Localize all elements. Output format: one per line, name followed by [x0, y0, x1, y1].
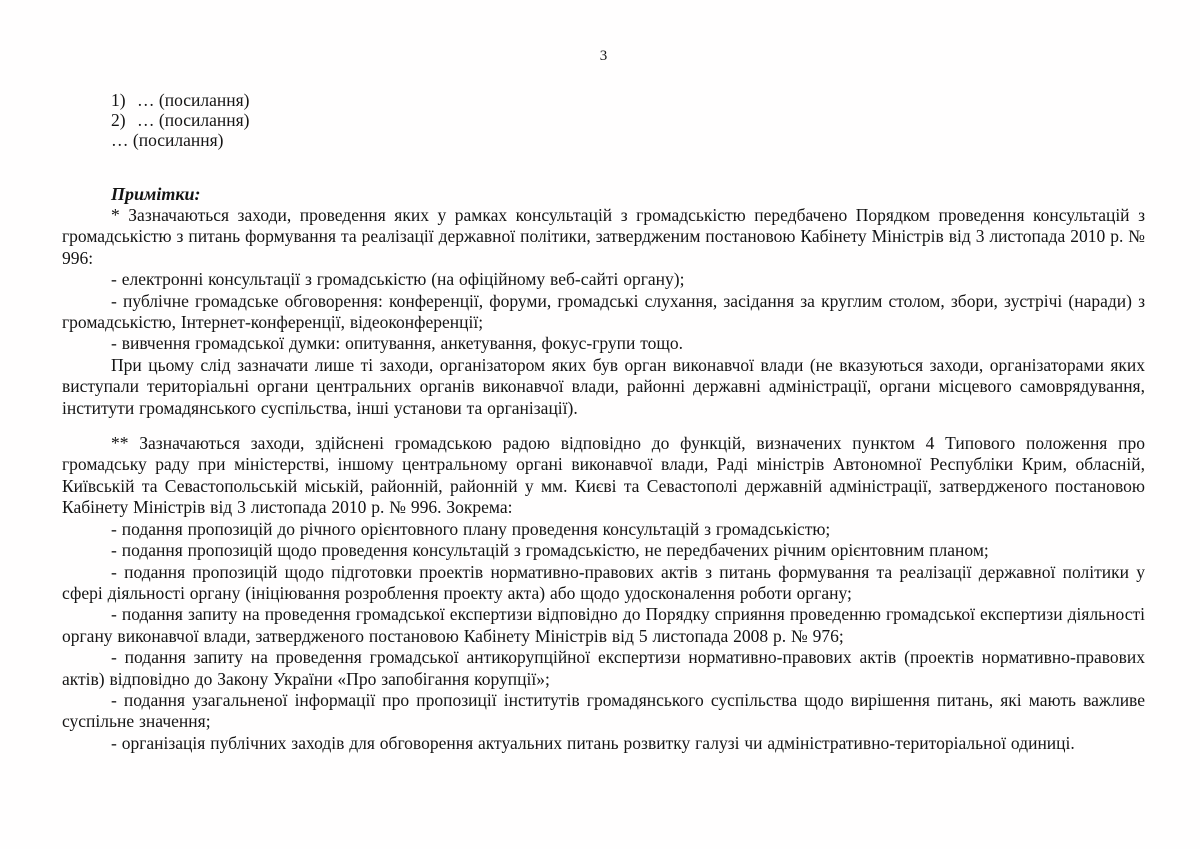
list-item [111, 110, 1145, 130]
notes-heading: Примітки: [111, 184, 201, 204]
note-paragraph: - подання запиту на проведення громадської антикорупційної експертизи нормативно-правових актів (проектів нормативно-правових актів) відповідно до Закону України «Про запобігання корупції»; [62, 647, 1145, 689]
list-item-marker: 2) [111, 110, 126, 130]
note-paragraph: - електронні консультації з громадськістю (на офіційному веб-сайті органу); [111, 269, 685, 290]
list-item [111, 130, 1145, 150]
list-item [111, 90, 1145, 110]
list-item-text: … (посилання) [137, 90, 250, 110]
note-paragraph: - подання пропозицій до річного орієнтовного плану проведення консультацій з громадськістю; [111, 518, 831, 539]
page-number: 3 [599, 48, 608, 64]
note-paragraph: * Зазначаються заходи, проведення яких у рамках консультацій з громадськістю передбачено Порядком проведення консультацій з громадськістю з питань формування та реалізації державної політики, затвердженим постановою Кабінету Міністрів від 3 листопада 2010 р. № 996: [62, 205, 1145, 268]
note-paragraph: - подання пропозицій щодо підготовки проектів нормативно-правових актів з питань формування та реалізації державної політики у сфері діяльності органу (ініціювання розроблення проекту акта) або щодо удосконалення роботи органу; [62, 561, 1145, 603]
note-paragraph: - публічне громадське обговорення: конференції, форуми, громадські слухання, засідання за круглим столом, збори, зустрічі (наради) з громадськістю, Інтернет-конференції, відеоконференції; [62, 290, 1145, 333]
note-paragraph: - вивчення громадської думки: опитування, анкетування, фокус-групи тощо. [111, 333, 684, 354]
note-paragraph: - подання запиту на проведення громадської експертизи відповідно до Порядку сприяння проведенню громадської експертизи діяльності органу виконавчої влади, затвердженого постановою Кабінету Міністрів від 5 листопада 2008 р. № 976; [62, 604, 1145, 646]
list-item-marker: 1) [111, 90, 126, 110]
note-paragraph: ** Зазначаються заходи, здійснені громадською радою відповідно до функцій, визначених пунктом 4 Типового положення про громадську раду при міністерстві, іншому центральному органі виконавчої влади, Раді міністрів Автономної Республіки Крим, обласній, Київській та Севастопольській міській, районній, районній у мм. Києві та Севастополі державній адміністрації, затвердженого постановою Кабінету Міністрів від 3 листопада 2010 р. № 996. Зокрема: [62, 433, 1145, 518]
list-item-text: … (посилання) [137, 110, 250, 130]
note-paragraph: - подання узагальненої інформації про пропозиції інститутів громадянського суспільства щодо вирішення питань, які мають важливе суспільне значення; [62, 689, 1145, 732]
note-paragraph: - організація публічних заходів для обговорення актуальних питань розвитку галузі чи адміністративно-територіальної одиниці. [111, 732, 1075, 753]
note-paragraph: - подання пропозицій щодо проведення консультацій з громадськістю, не передбачених річним орієнтовним планом; [111, 540, 989, 561]
note-paragraph: При цьому слід зазначати лише ті заходи, організатором яких був орган виконавчої влади (не вказуються заходи, організаторами яких виступали територіальні органи центральних органів виконавчої влади, районні державні адміністрації, органи місцевого самоврядування, інститути громадянського суспільства, інші установи та організації). [62, 354, 1145, 418]
list-item-text: … (посилання) [111, 130, 224, 150]
reference-list [111, 90, 1145, 150]
